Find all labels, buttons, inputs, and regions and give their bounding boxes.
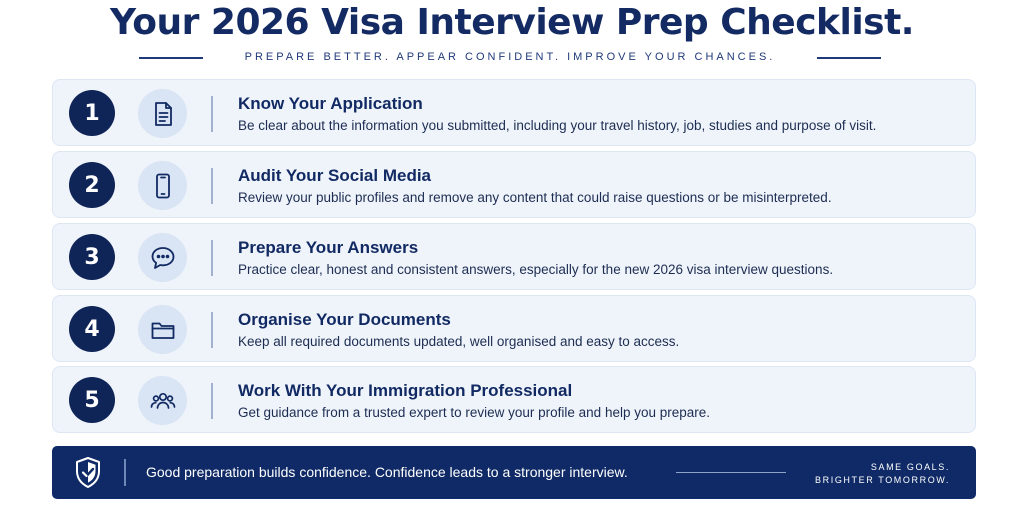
item-description: Practice clear, honest and consistent answers, especially for the new 2026 visa interview questions. [238,262,834,277]
item-title: Work With Your Immigration Professional [238,381,573,400]
checklist-item-4 [52,295,976,362]
divider [211,96,213,132]
subtitle-row [0,50,1024,66]
divider [211,383,213,419]
banner-rule [676,472,786,473]
step-number-badge: 4 [69,306,115,352]
people-group-icon [138,376,187,425]
item-title: Know Your Application [238,94,423,113]
shield-check-icon [72,456,104,490]
checklist-item-1 [52,79,976,146]
item-title: Audit Your Social Media [238,166,432,185]
item-description: Be clear about the information you submitted, including your travel history, job, studies and purpose of visit. [238,118,877,133]
item-description: Keep all required documents updated, well organised and easy to access. [238,334,680,349]
divider [211,168,213,204]
divider [211,240,213,276]
step-number-badge: 1 [69,90,115,136]
tagline-line-1: SAME GOALS. [870,462,950,472]
banner-tagline [815,461,950,487]
item-description: Review your public profiles and remove any content that could raise questions or be misinterpreted. [238,190,832,205]
subtitle-divider-right [817,57,881,59]
divider [211,312,213,348]
chat-bubble-icon [138,233,187,282]
checklist-item-3 [52,223,976,290]
tagline-line-2: BRIGHTER TOMORROW. [815,475,950,485]
step-number-badge: 3 [69,234,115,280]
footer-banner [52,446,976,499]
banner-message: Good preparation builds confidence. Confidence leads to a stronger interview. [146,464,628,480]
step-number-badge: 2 [69,162,115,208]
item-description: Get guidance from a trusted expert to review your profile and help you prepare. [238,405,711,420]
page-title: Your 2026 Visa Interview Prep Checklist. [110,2,914,43]
checklist-item-5 [52,366,976,433]
checklist-item-2 [52,151,976,218]
document-icon [138,89,187,138]
banner-divider [124,459,126,486]
smartphone-icon [138,161,187,210]
page-subtitle: PREPARE BETTER. APPEAR CONFIDENT. IMPROVE YOUR CHANCES. [244,51,776,63]
folder-icon [138,305,187,354]
item-title: Prepare Your Answers [238,238,419,257]
step-number-badge: 5 [69,377,115,423]
item-title: Organise Your Documents [238,310,451,329]
subtitle-divider-left [139,57,203,59]
